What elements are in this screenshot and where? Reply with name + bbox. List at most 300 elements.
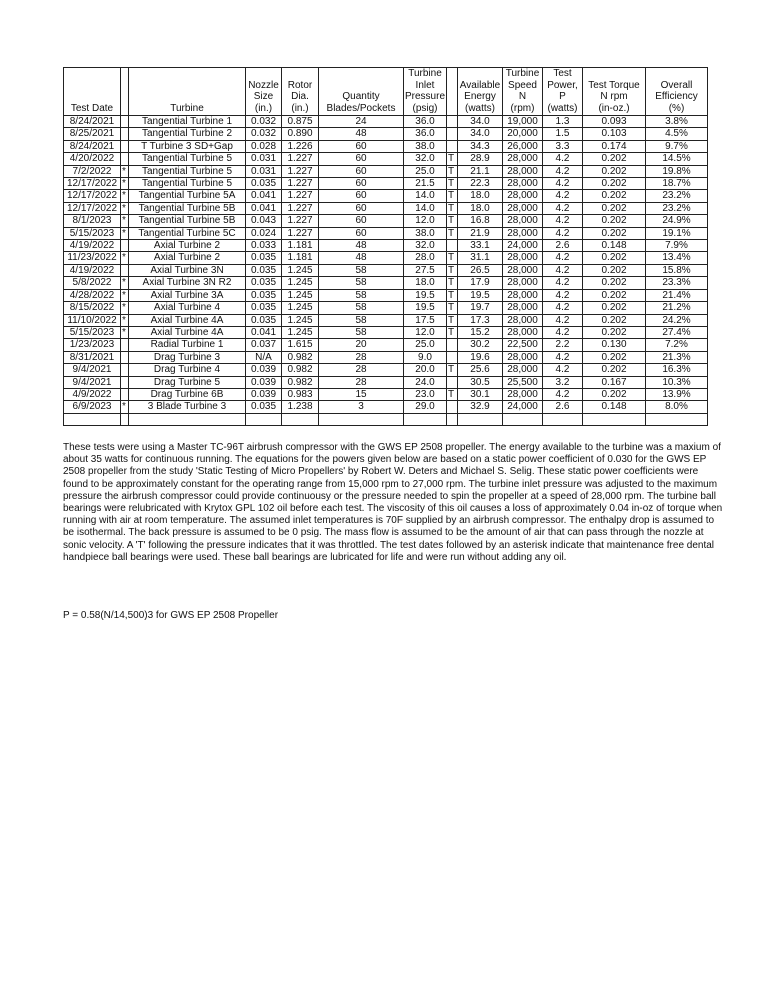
table-cell: * [121, 401, 129, 413]
table-row [64, 178, 708, 190]
table-cell: Tangential Turbine 5B [129, 202, 246, 214]
table-cell: 4.2 [543, 351, 583, 363]
table-cell: Drag Turbine 6B [129, 388, 246, 400]
table-cell: 0.148 [583, 240, 646, 252]
table-cell: 25,500 [503, 376, 543, 388]
table-cell: 1.227 [282, 165, 319, 177]
table-cell: 28.9 [458, 153, 503, 165]
table-cell: 30.1 [458, 388, 503, 400]
table-cell: 12.0 [404, 215, 447, 227]
table-row [64, 326, 708, 338]
table-cell: 26,000 [503, 140, 543, 152]
empty-cell [404, 413, 447, 425]
table-cell: 30.5 [458, 376, 503, 388]
empty-cell [503, 413, 543, 425]
column-header-line: Quantity [342, 91, 380, 102]
table-cell: Tangential Turbine 2 [129, 128, 246, 140]
table-cell: 58 [319, 326, 404, 338]
table-row [64, 215, 708, 227]
column-header-line: Overall [660, 79, 693, 91]
table-cell: 1.227 [282, 202, 319, 214]
column-header-line: Turbine [505, 68, 540, 79]
table-cell: 60 [319, 190, 404, 202]
table-cell: 14.0 [404, 202, 447, 214]
table-cell: 33.1 [458, 240, 503, 252]
table-cell: 34.0 [458, 128, 503, 140]
table-cell: 5/8/2022 [64, 277, 121, 289]
table-cell: 0.039 [246, 388, 282, 400]
table-cell: 1.227 [282, 227, 319, 239]
column-header [583, 68, 646, 116]
table-cell: 19,000 [503, 116, 543, 128]
table-cell: 1.238 [282, 401, 319, 413]
table-cell: 0.033 [246, 240, 282, 252]
table-cell: 1.245 [282, 302, 319, 314]
table-cell: 0.202 [583, 351, 646, 363]
column-header-line: Efficiency [655, 91, 698, 102]
table-cell: 0.035 [246, 178, 282, 190]
table-cell: N/A [246, 351, 282, 363]
table-cell: 3.3 [543, 140, 583, 152]
table-cell: 0.035 [246, 252, 282, 264]
empty-cell [583, 413, 646, 425]
table-cell: 7.9% [646, 240, 708, 252]
table-cell: 0.982 [282, 376, 319, 388]
column-header-line: Speed [508, 79, 537, 91]
table-cell: 19.1% [646, 227, 708, 239]
table-cell: 22.3 [458, 178, 503, 190]
table-cell [121, 351, 129, 363]
table-row [64, 140, 708, 152]
table-cell: T [447, 202, 458, 214]
table-cell: T [447, 314, 458, 326]
table-cell: 32.9 [458, 401, 503, 413]
table-cell: 0.031 [246, 165, 282, 177]
table-cell: 19.5 [404, 289, 447, 301]
table-cell: 0.039 [246, 364, 282, 376]
table-cell: 1.245 [282, 264, 319, 276]
table-cell: 13.9% [646, 388, 708, 400]
table-cell: 60 [319, 215, 404, 227]
table-cell: 60 [319, 202, 404, 214]
table-row [64, 252, 708, 264]
column-header [503, 68, 543, 116]
table-row [64, 364, 708, 376]
table-cell: 27.5 [404, 264, 447, 276]
table-cell: 4.2 [543, 302, 583, 314]
table-cell: 58 [319, 289, 404, 301]
table-row [64, 264, 708, 276]
table-cell: 17.5 [404, 314, 447, 326]
table-cell: 0.202 [583, 289, 646, 301]
table-cell: 0.202 [583, 364, 646, 376]
table-cell: 0.202 [583, 314, 646, 326]
table-cell: 38.0 [404, 227, 447, 239]
table-cell: 14.0 [404, 190, 447, 202]
table-cell: 14.5% [646, 153, 708, 165]
table-cell: 21.3% [646, 351, 708, 363]
table-cell: 1.3 [543, 116, 583, 128]
table-cell: T [447, 153, 458, 165]
table-row [64, 128, 708, 140]
table-cell: 20,000 [503, 128, 543, 140]
table-cell: 4/28/2022 [64, 289, 121, 301]
table-cell: 1/23/2023 [64, 339, 121, 351]
table-cell: 12/17/2022 [64, 178, 121, 190]
table-cell: 4.2 [543, 388, 583, 400]
table-cell [447, 351, 458, 363]
table-cell: 58 [319, 314, 404, 326]
table-cell: 3 [319, 401, 404, 413]
column-header-line: Inlet [415, 79, 435, 91]
table-cell: 60 [319, 165, 404, 177]
table-row [64, 277, 708, 289]
table-cell: 8.0% [646, 401, 708, 413]
table-cell: 8/24/2021 [64, 140, 121, 152]
table-cell: 12.0 [404, 326, 447, 338]
column-header-line: (in-oz.) [598, 102, 630, 114]
empty-cell [282, 413, 319, 425]
table-cell: 11/23/2022 [64, 252, 121, 264]
table-cell [121, 240, 129, 252]
power-formula: P = 0.58(N/14,500)3 for GWS EP 2508 Propeller [63, 610, 279, 621]
column-header-line: (watts) [547, 102, 578, 114]
table-cell: 28 [319, 376, 404, 388]
table-cell: 19.5 [458, 289, 503, 301]
table-cell: 0.983 [282, 388, 319, 400]
column-header [543, 68, 583, 116]
table-cell: 16.8 [458, 215, 503, 227]
table-cell: T [447, 264, 458, 276]
table-cell: 4.2 [543, 326, 583, 338]
table-cell: 1.615 [282, 339, 319, 351]
table-cell: 1.245 [282, 314, 319, 326]
table-row [64, 153, 708, 165]
table-cell: 4.2 [543, 190, 583, 202]
column-header-line: (watts) [465, 102, 495, 114]
table-cell: T [447, 215, 458, 227]
column-header [64, 68, 121, 116]
table-cell: 1.245 [282, 289, 319, 301]
table-cell: Axial Turbine 3N R2 [129, 277, 246, 289]
table-cell: 24.9% [646, 215, 708, 227]
table-cell: 60 [319, 153, 404, 165]
table-cell: 8/1/2023 [64, 215, 121, 227]
table-cell: 7/2/2022 [64, 165, 121, 177]
table-row [64, 401, 708, 413]
column-header [458, 68, 503, 116]
table-cell: 28,000 [503, 153, 543, 165]
table-cell: T [447, 252, 458, 264]
table-cell: * [121, 215, 129, 227]
table-cell: 32.0 [404, 153, 447, 165]
table-cell: T [447, 227, 458, 239]
table-cell: 0.043 [246, 215, 282, 227]
table-cell: 0.024 [246, 227, 282, 239]
table-cell: 21.5 [404, 178, 447, 190]
table-cell: 0.093 [583, 116, 646, 128]
table-row [64, 376, 708, 388]
table-cell: Tangential Turbine 5B [129, 215, 246, 227]
test-notes-paragraph: These tests were using a Master TC-96T airbrush compressor with the GWS EP 2508 propeller. The energy available to the turbine was a maxium of about 35 watts for continuous running. The equations for the powers given below are based on a static power coefficient of 0.030 for the GWS EP 2508 propeller from the study 'Static Testing of Micro Propellers' by Robert W. Deters and Michael S. Selig. These static power coefficients were found to be approximately constant for the operating range from 15,000 rpm to 27,000 rpm. The turbine inlet pressure was adjusted to the maximum pressure the airbrush compressor could provide continuousy or the pressure needed to spin the propeller at a speed of 28,000 rpm. The turbine ball bearings were relubricated with Krytox GPL 102 oil before each test. The viscosity of this oil causes a loss of approximately 0.04 in-oz of torque when running with air at room temperature. The assumed inlet temperatures is 70F supplied by an airbrush compressor. The enthalpy drop is assumed to be isothermal. The back pressure is assumed to be 0 psig. The mass flow is assumed to be the amount of air that can pass through the nozzle at sonic velocity. A 'T' following the pressure indicates that it was throttled. The test dates followed by an asterisk indicate that maintenance free dental handpiece ball bearings were used. These ball bearings are lubricated for life and were run without adding any oil. [63, 442, 723, 563]
table-cell: 3.8% [646, 116, 708, 128]
column-header-line: (in.) [254, 102, 273, 114]
table-cell: 8/25/2021 [64, 128, 121, 140]
table-cell: T [447, 302, 458, 314]
table-cell: 28,000 [503, 364, 543, 376]
table-cell: * [121, 314, 129, 326]
table-cell: 0.875 [282, 116, 319, 128]
table-cell: 25.6 [458, 364, 503, 376]
table-cell [121, 376, 129, 388]
table-cell [121, 116, 129, 128]
table-cell: 0.202 [583, 190, 646, 202]
table-cell: 28,000 [503, 202, 543, 214]
table-cell: 9.0 [404, 351, 447, 363]
table-cell: 19.6 [458, 351, 503, 363]
table-cell: 0.202 [583, 165, 646, 177]
table-cell: 48 [319, 240, 404, 252]
table-cell: 0.032 [246, 128, 282, 140]
table-cell: 3.2 [543, 376, 583, 388]
column-header-line: Test Date [70, 102, 114, 114]
table-cell: Tangential Turbine 1 [129, 116, 246, 128]
table-cell: 20.0 [404, 364, 447, 376]
table-cell: 23.2% [646, 190, 708, 202]
empty-cell [319, 413, 404, 425]
table-row [64, 314, 708, 326]
table-cell: * [121, 252, 129, 264]
table-cell: 27.4% [646, 326, 708, 338]
table-cell: 4/20/2022 [64, 153, 121, 165]
table-cell: 1.227 [282, 153, 319, 165]
table-cell: 29.0 [404, 401, 447, 413]
table-row [64, 190, 708, 202]
column-header-line: Nozzle [248, 79, 279, 91]
table-cell: 4/9/2022 [64, 388, 121, 400]
table-cell: 28,000 [503, 302, 543, 314]
empty-cell [543, 413, 583, 425]
column-header-line: Test Torque [588, 79, 640, 91]
table-cell [121, 388, 129, 400]
table-cell: 0.202 [583, 277, 646, 289]
table-cell: 0.202 [583, 388, 646, 400]
table-cell [121, 140, 129, 152]
table-cell: T Turbine 3 SD+Gap [129, 140, 246, 152]
table-cell: 28,000 [503, 264, 543, 276]
table-cell: 19.7 [458, 302, 503, 314]
table-cell: Axial Turbine 4A [129, 326, 246, 338]
table-cell: Axial Turbine 3A [129, 289, 246, 301]
empty-cell [64, 413, 121, 425]
table-cell [121, 364, 129, 376]
table-cell: 18.0 [404, 277, 447, 289]
table-cell: 21.2% [646, 302, 708, 314]
column-header-line: Pressure [405, 91, 446, 102]
table-cell: * [121, 190, 129, 202]
table-cell: 0.035 [246, 302, 282, 314]
table-cell: 28,000 [503, 190, 543, 202]
table-cell: 0.202 [583, 227, 646, 239]
table-cell: 36.0 [404, 116, 447, 128]
table-cell: 1.227 [282, 178, 319, 190]
table-cell: 17.3 [458, 314, 503, 326]
table-cell: 0.035 [246, 264, 282, 276]
column-header-line: (%) [668, 102, 685, 114]
table-cell: 22,500 [503, 339, 543, 351]
table-cell: 5/15/2023 [64, 326, 121, 338]
table-cell: 19.8% [646, 165, 708, 177]
table-cell: 25.0 [404, 165, 447, 177]
table-cell: 36.0 [404, 128, 447, 140]
column-header-line: Dia. [291, 91, 309, 102]
table-cell: 34.3 [458, 140, 503, 152]
table-cell: T [447, 388, 458, 400]
column-header-line: Turbine [408, 68, 442, 79]
table-cell: 23.3% [646, 277, 708, 289]
table-cell: 3 Blade Turbine 3 [129, 401, 246, 413]
table-cell: 21.9 [458, 227, 503, 239]
column-header [404, 68, 447, 116]
table-cell: * [121, 178, 129, 190]
table-cell: 0.039 [246, 376, 282, 388]
table-cell: 28,000 [503, 326, 543, 338]
table-cell: 23.2% [646, 202, 708, 214]
table-cell: 4/19/2022 [64, 264, 121, 276]
column-header [319, 68, 404, 116]
table-cell: 0.035 [246, 401, 282, 413]
empty-row [64, 413, 708, 425]
table-cell: 15 [319, 388, 404, 400]
table-cell: 2.6 [543, 401, 583, 413]
table-cell: 60 [319, 140, 404, 152]
table-cell: 16.3% [646, 364, 708, 376]
table-cell: 6/9/2023 [64, 401, 121, 413]
table-cell: 4.2 [543, 227, 583, 239]
table-cell: 28 [319, 351, 404, 363]
table-cell: 0.202 [583, 264, 646, 276]
table-cell: 8/31/2021 [64, 351, 121, 363]
table-cell: 0.174 [583, 140, 646, 152]
table-cell [447, 401, 458, 413]
table-cell: 18.0 [458, 202, 503, 214]
table-cell [121, 339, 129, 351]
table-cell: 1.181 [282, 240, 319, 252]
table-cell [447, 339, 458, 351]
table-cell: Tangential Turbine 5 [129, 153, 246, 165]
table-cell: 0.982 [282, 351, 319, 363]
table-cell: 28,000 [503, 227, 543, 239]
table-cell: 28,000 [503, 277, 543, 289]
table-cell: 28,000 [503, 215, 543, 227]
table-cell: 23.0 [404, 388, 447, 400]
table-cell: 28.0 [404, 252, 447, 264]
table-cell: 58 [319, 277, 404, 289]
table-cell: 0.035 [246, 314, 282, 326]
table-row [64, 165, 708, 177]
table-cell: 0.032 [246, 116, 282, 128]
table-cell: T [447, 277, 458, 289]
table-cell: 7.2% [646, 339, 708, 351]
column-header [282, 68, 319, 116]
table-cell: Tangential Turbine 5 [129, 178, 246, 190]
table-cell: 24.0 [404, 376, 447, 388]
empty-cell [121, 413, 129, 425]
table-cell: * [121, 165, 129, 177]
table-cell: Drag Turbine 4 [129, 364, 246, 376]
table-cell: 58 [319, 264, 404, 276]
table-cell: Axial Turbine 2 [129, 252, 246, 264]
table-cell: 4.2 [543, 314, 583, 326]
column-header-line: P [559, 91, 566, 102]
table-cell: 4.2 [543, 202, 583, 214]
table-cell: T [447, 178, 458, 190]
table-cell: 31.1 [458, 252, 503, 264]
table-cell: 1.227 [282, 215, 319, 227]
column-header-line: (psig) [412, 102, 438, 114]
table-cell: * [121, 302, 129, 314]
table-cell: 30.2 [458, 339, 503, 351]
table-cell: 0.202 [583, 178, 646, 190]
table-cell: 24.2% [646, 314, 708, 326]
table-cell: 0.041 [246, 190, 282, 202]
table-row [64, 339, 708, 351]
table-cell: * [121, 227, 129, 239]
column-header-line: N [518, 91, 527, 102]
column-header [447, 68, 458, 116]
table-cell: 4.2 [543, 252, 583, 264]
table-cell: 1.5 [543, 128, 583, 140]
empty-cell [129, 413, 246, 425]
table-cell: 0.028 [246, 140, 282, 152]
table-cell [447, 240, 458, 252]
table-cell: * [121, 202, 129, 214]
table-cell: Axial Turbine 2 [129, 240, 246, 252]
table-cell: 0.890 [282, 128, 319, 140]
table-cell: 38.0 [404, 140, 447, 152]
table-cell: 4.2 [543, 178, 583, 190]
table-row [64, 116, 708, 128]
table-cell: 25.0 [404, 339, 447, 351]
table-cell: Radial Turbine 1 [129, 339, 246, 351]
column-header-line: Power, [547, 79, 578, 91]
table-cell: 19.5 [404, 302, 447, 314]
table-cell: 26.5 [458, 264, 503, 276]
column-header-line: (in.) [291, 102, 309, 114]
table-cell [121, 153, 129, 165]
table-cell: 28,000 [503, 314, 543, 326]
table-cell: 0.041 [246, 326, 282, 338]
table-cell [447, 128, 458, 140]
table-cell: 8/24/2021 [64, 116, 121, 128]
table-cell: 60 [319, 178, 404, 190]
empty-cell [246, 413, 282, 425]
table-cell: 34.0 [458, 116, 503, 128]
table-cell: T [447, 289, 458, 301]
table-cell: 1.227 [282, 190, 319, 202]
table-cell: 32.0 [404, 240, 447, 252]
table-cell: 5/15/2023 [64, 227, 121, 239]
table-cell: 0.982 [282, 364, 319, 376]
table-cell: 4.2 [543, 277, 583, 289]
table-cell: 0.202 [583, 215, 646, 227]
table-cell: 0.035 [246, 289, 282, 301]
table-cell: 1.226 [282, 140, 319, 152]
column-header [129, 68, 246, 116]
table-row [64, 289, 708, 301]
table-cell: 28,000 [503, 178, 543, 190]
table-cell: 2.2 [543, 339, 583, 351]
